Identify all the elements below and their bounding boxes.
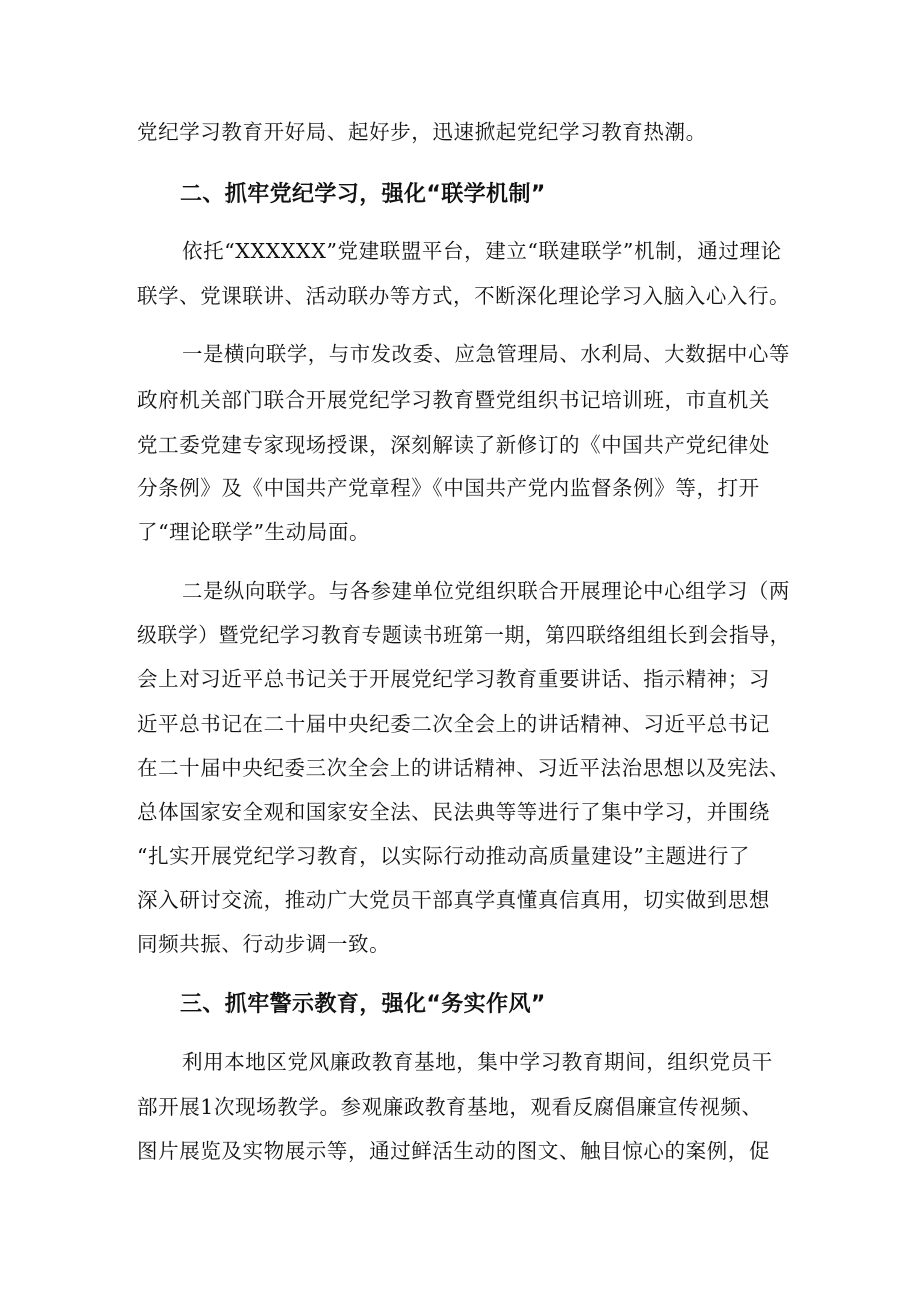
- paragraph-line: 深入研讨交流，推动广大党员干部真学真懂真信真用，切实做到思想: [137, 888, 770, 912]
- paragraph-line: 在二十届中央纪委三次全会上的讲话精神、习近平法治思想以及宪法、: [137, 756, 791, 780]
- section-heading: 二、抓牢党纪学习，强化“联学机制”: [180, 182, 546, 207]
- paragraph-line: 党纪学习教育开好局、起好步，迅速掀起党纪学习教育热潮。: [137, 120, 707, 144]
- paragraph-line: 会上对习近平总书记关于开展党纪学习教育重要讲话、指示精神；习: [137, 667, 770, 691]
- paragraph-line: 部开展1次现场教学。参观廉政教育基地，观看反腐倡廉宣传视频、: [137, 1095, 763, 1119]
- paragraph-line: 党工委党建专家现场授课，深刻解读了新修订的《中国共产党纪律处: [137, 433, 770, 457]
- paragraph-line: 图片展览及实物展示等，通过鲜活生动的图文、触目惊心的案例，促: [137, 1139, 770, 1163]
- paragraph-line: “扎实开展党纪学习教育，以实际行动推动高质量建设”主题进行了: [137, 844, 750, 868]
- paragraph-line: 近平总书记在二十届中央纪委二次全会上的讲话精神、习近平总书记: [137, 712, 770, 736]
- paragraph-line: 级联学）暨党纪学习教育专题读书班第一期，第四联络组组长到会指导，: [137, 623, 791, 647]
- paragraph-line: 利用本地区党风廉政教育基地，集中学习教育期间，组织党员干: [182, 1050, 773, 1074]
- section-heading: 三、抓牢警示教育，强化“务实作风”: [180, 992, 546, 1017]
- paragraph-line: 了“理论联学”生动局面。: [137, 520, 371, 544]
- paragraph-line: 分条例》及《中国共产党章程》《中国共产党内监督条例》等，打开: [137, 476, 760, 500]
- paragraph-line: 二是纵向联学。与各参建单位党组织联合开展理论中心组学习（两: [182, 579, 790, 603]
- paragraph-line: 依托“XXXXXX”党建联盟平台，建立“联建联学”机制，通过理论: [182, 239, 782, 263]
- paragraph-line: 总体国家安全观和国家安全法、民法典等等进行了集中学习，并围绕: [137, 800, 770, 824]
- paragraph-line: 政府机关部门联合开展党纪学习教育暨党组织书记培训班，市直机关: [137, 388, 770, 412]
- paragraph-line: 同频共振、行动步调一致。: [137, 932, 391, 956]
- paragraph-line: 一是横向联学，与市发改委、应急管理局、水利局、大数据中心等: [182, 342, 790, 366]
- paragraph-line: 联学、党课联讲、活动联办等方式，不断深化理论学习入脑入心入行。: [137, 284, 791, 308]
